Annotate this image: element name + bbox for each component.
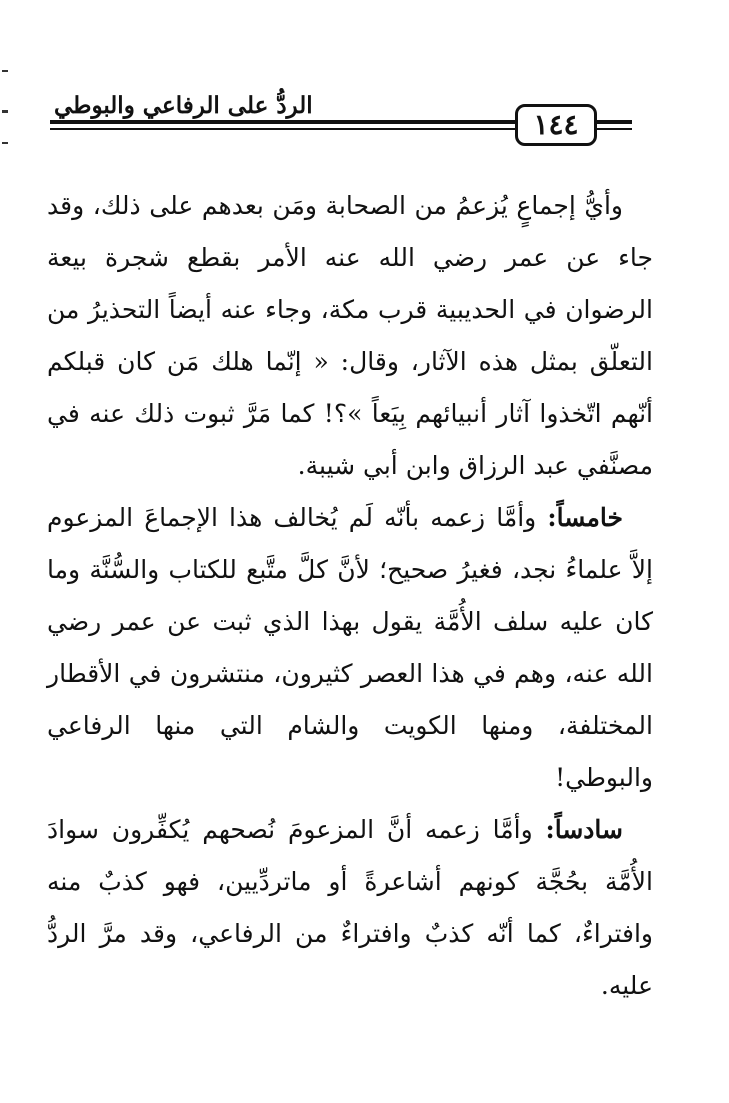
paragraph-text: وأمَّا زعمه بأنّه لَم يُخالف هذا الإجماعَ المزعوم إلاَّ علماءُ نجد، فغيرُ صحيح؛ لأنَّ كلَّ متَّبع للكتاب والسُّنَّة وما كان عليه سلف الأُمَّة يقول بهذا الذي ثبت عن عمر رضي الله عنه، وهم في هذا العصر كثيرون، منتشرون في الأقطار المختلفة، ومنها الكويت والشام التي منها الرفاعي والبوطي! — [47, 503, 653, 792]
paragraph-continuation — [47, 180, 653, 492]
margin-scan-mark — [2, 70, 8, 72]
page-number: ١٤٤ — [533, 108, 579, 141]
page-content — [47, 180, 653, 1012]
paragraph-fifth-point — [47, 492, 653, 804]
page-header — [30, 92, 660, 156]
paragraph-text: وأمَّا زعمه أنَّ المزعومَ نُصحهم يُكفِّرون سوادَ الأُمَّة بحُجَّة كونهم أشاعرةً أو ماتردِّيين، فهو كذبٌ منه وافتراءٌ، كما أنّه كذبٌ وافتراءٌ من الرفاعي، وقد مرَّ الردُّ عليه. — [47, 815, 653, 1000]
page-number-badge — [515, 104, 597, 146]
paragraph-text: وأيُّ إجماعٍ يُزعمُ من الصحابة ومَن بعدهم على ذلك، وقد جاء عن عمر رضي الله عنه الأمر بقطع شجرة بيعة الرضوان في الحديبية قرب مكة، وجاء عنه أيضاً التحذيرُ من التعلّق بمثل هذه الآثار، وقال: « إنّما هلك مَن كان قبلكم أنّهم اتّخذوا آثار أنبيائهم بِيَعاً »؟! كما مَرَّ ثبوت ذلك عنه في مصنَّفي عبد الرزاق وابن أبي شيبة. — [47, 191, 653, 480]
margin-scan-mark — [2, 110, 8, 113]
section-label-fifth: خامساً: — [547, 503, 623, 532]
margin-scan-mark — [2, 142, 8, 144]
paragraph-sixth-point — [47, 804, 653, 1012]
running-title: الردُّ على الرفاعي والبوطي — [54, 92, 313, 119]
section-label-sixth: سادساً: — [545, 815, 623, 844]
